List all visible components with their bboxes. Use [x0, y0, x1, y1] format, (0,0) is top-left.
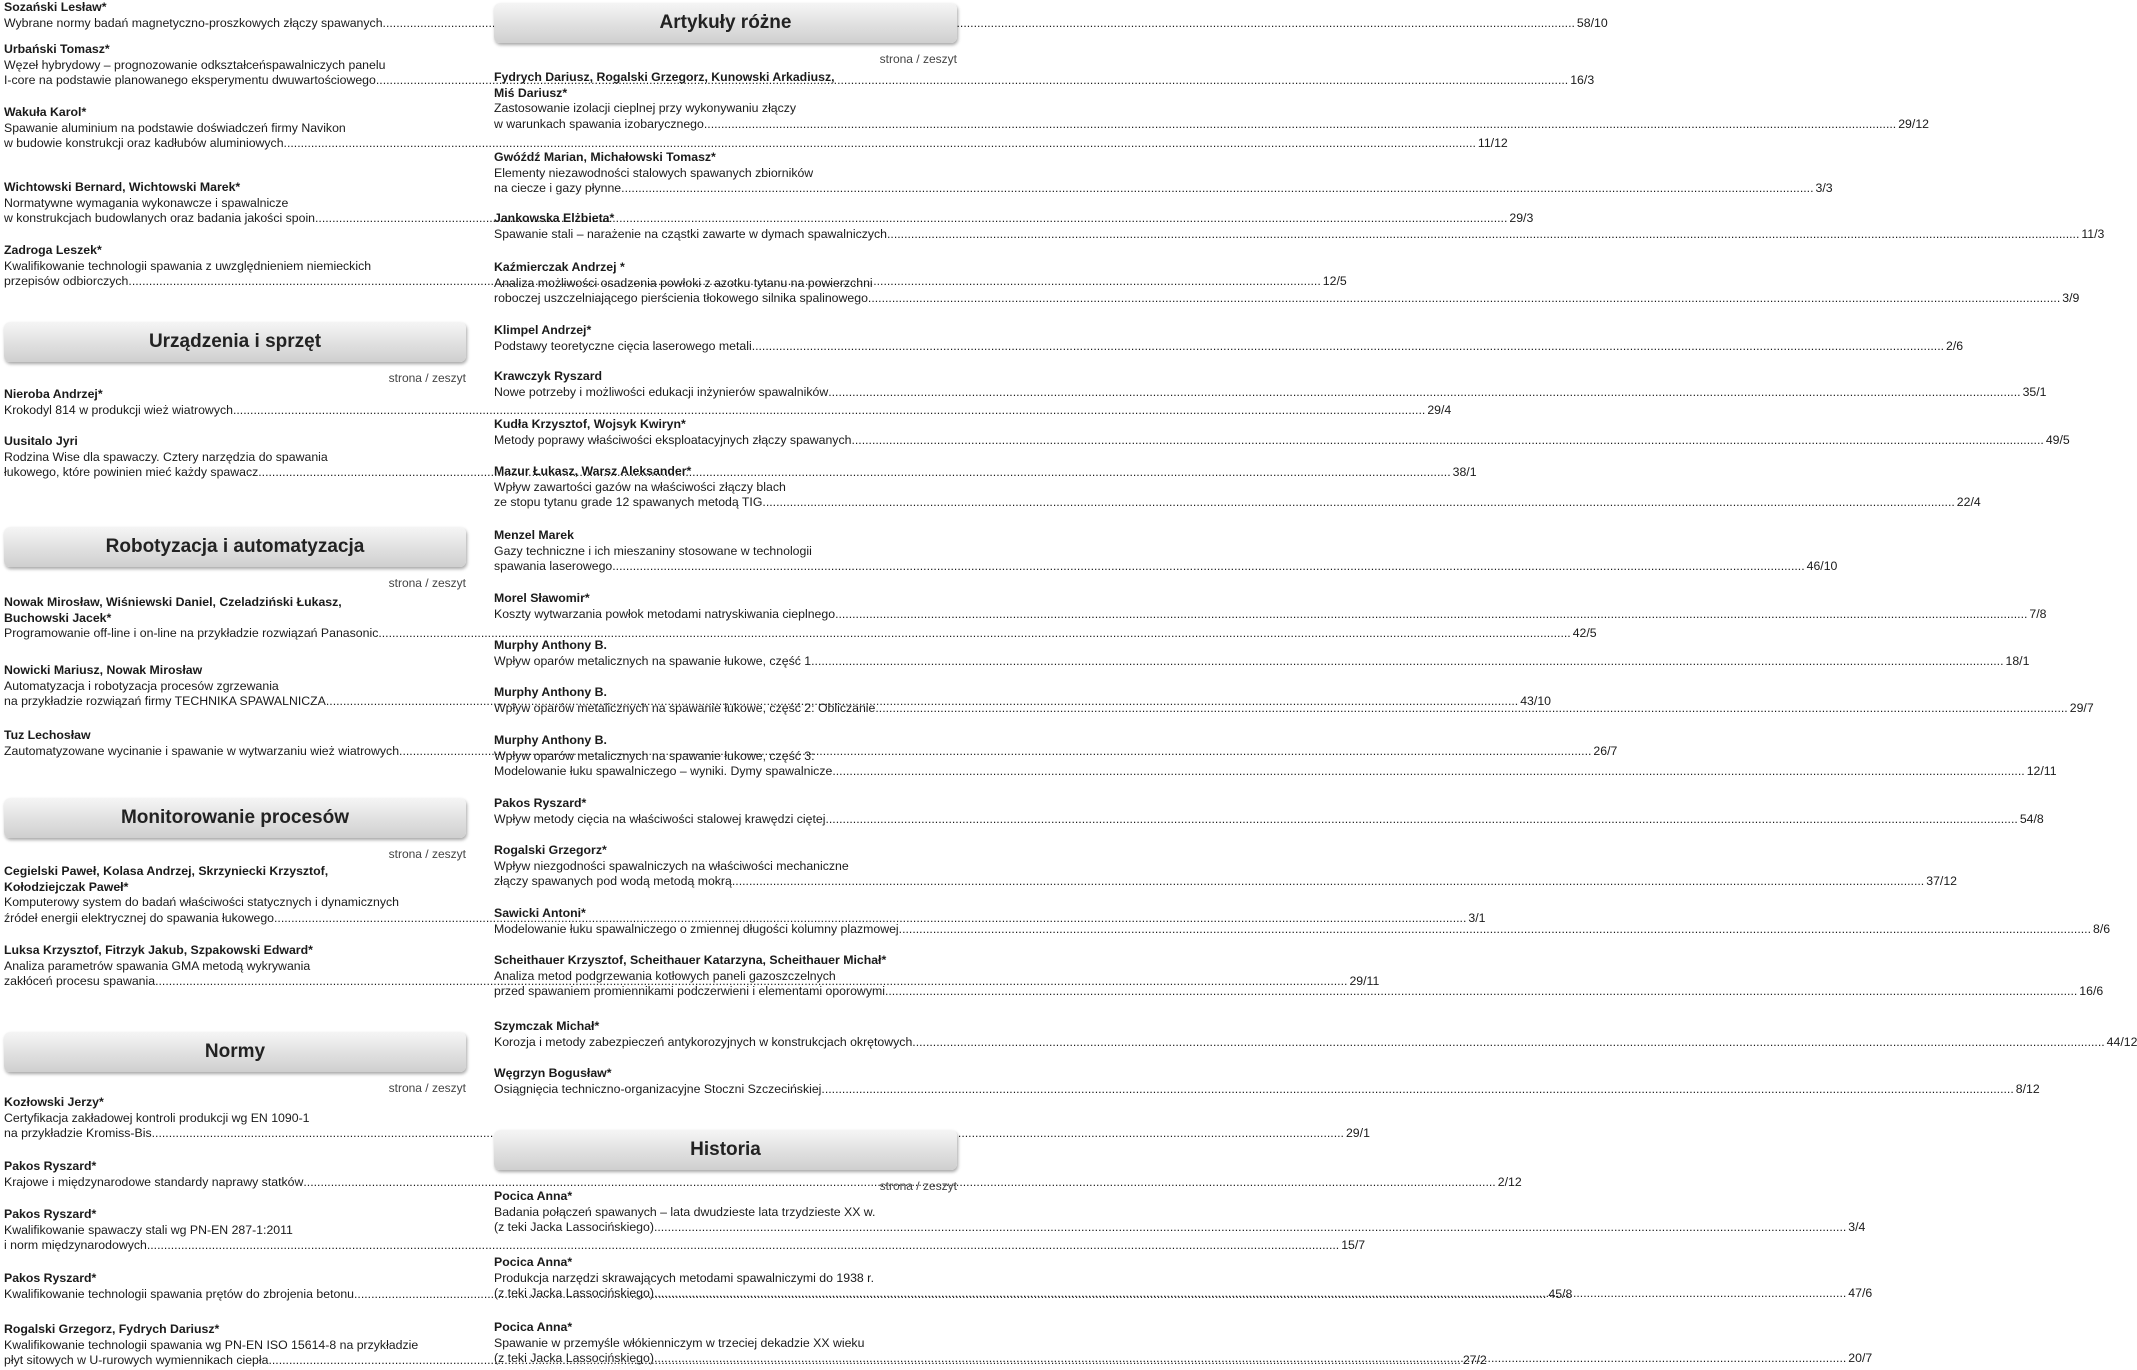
entry-title-line [4, 626, 1597, 642]
entry-title: Osiągnięcia techniczno-organizacyjne Stoczni Szczecińskiej [494, 1081, 822, 1096]
leader-dots [912, 1035, 2104, 1051]
entry-authors: Murphy Anthony B. [494, 733, 607, 747]
entry-title-line [4, 136, 1508, 152]
entry-title: Normatywne wymagania wykonawcze i spawalnicze [4, 195, 289, 210]
entry-authors: Miś Dariusz* [494, 85, 568, 100]
entry-title: Krajowe i międzynarodowe standardy naprawy statków [4, 1174, 304, 1189]
entry-authors: Pakos Ryszard* [4, 1271, 97, 1285]
entry-authors: Kozłowski Jerzy* [4, 1095, 104, 1109]
entry-authors: Buchowski Jacek* [4, 610, 112, 625]
entry-title: zakłóceń procesu spawania [4, 974, 156, 989]
entry-title-line [494, 984, 2104, 1000]
entry-title: (z teki Jacka Lassocińskiego) [494, 1351, 654, 1366]
leader-dots [233, 403, 1425, 419]
entry-authors: Pakos Ryszard* [494, 796, 587, 810]
entry-title: Badania połączeń spawanych – lata dwudzieste lata trzydzieste XX w. [494, 1204, 876, 1219]
toc-entry [494, 796, 2044, 827]
entry-title: Wpływ oparów metalicznych na spawanie łukowe, część 2: Obliczanie [494, 700, 876, 715]
entry-title: Programowanie off-line i on-line na przykładzie rozwiązań Panasonic [4, 626, 379, 641]
entry-title: Wpływ niezgodności spawalniczych na właściwości mechaniczne [494, 858, 849, 873]
leader-dots [621, 181, 1813, 197]
page-issue-label: strona / zeszyt [388, 847, 466, 861]
entry-title: Certyfikacja zakładowej kontroli produkcji wg EN 1090-1 [4, 1110, 310, 1125]
leader-dots [851, 433, 2043, 449]
page-issue-ref: 29/12 [1898, 116, 1929, 131]
entry-title: Analiza metod podgrzewania kotłowych paneli gazoszczelnych [494, 968, 836, 983]
entry-title: Analiza parametrów spawania GMA metodą wykrywania [4, 958, 311, 973]
entry-title: Wpływ oparów metalicznych na spawanie łukowe, część 1 [494, 653, 812, 668]
entry-title: Automatyzacja i robotyzacja procesów zgrzewania [4, 678, 279, 693]
toc-entry [494, 150, 1833, 197]
entry-title: płyt sitowych w U-rurowych wymiennikach ciepła [4, 1353, 269, 1368]
page-issue-ref: 3/4 [1848, 1220, 1866, 1235]
entry-authors: Zadroga Leszek* [4, 243, 102, 257]
entry-title-line [494, 921, 2111, 938]
entry-title: Wybrane normy badań magnetyczno-proszkowych złączy spawanych [4, 15, 383, 30]
section-heading: Robotyzacja i automatyzacja [4, 527, 466, 567]
entry-title: (z teki Jacka Lassocińskiego) [494, 1286, 654, 1301]
toc-entry [494, 323, 1964, 354]
entry-authors: Jankowska Elżbieta* [494, 211, 615, 225]
toc-entry [494, 843, 1958, 890]
entry-authors: Wakuła Karol* [4, 105, 87, 119]
entry-title: źródeł energii elektrycznej do spawania łukowego [4, 910, 275, 925]
entry-authors: Murphy Anthony B. [494, 638, 607, 652]
page-issue-label: strona / zeszyt [388, 576, 466, 590]
leader-dots [899, 922, 2091, 938]
entry-title: Spawanie aluminium na podstawie doświadczeń firmy Navikon [4, 120, 346, 135]
entry-authors: Murphy Anthony B. [494, 685, 607, 699]
entry-title-line [494, 384, 2047, 401]
page-issue-ref: 22/4 [1956, 495, 1981, 510]
entry-authors: Urbański Tomasz* [4, 42, 110, 56]
page-issue-ref: 29/4 [1427, 402, 1452, 417]
toc-entry [494, 1066, 2040, 1097]
entry-title: Kwalifikowanie technologii spawania z uwzględnieniem niemieckich [4, 258, 372, 273]
entry-authors: Wichtowski Bernard, Wichtowski Marek* [4, 180, 241, 194]
page-issue-ref: 42/5 [1572, 626, 1597, 641]
page-issue-ref: 3/9 [2062, 291, 2080, 306]
section-heading: Normy [4, 1032, 466, 1072]
page-issue-label: strona / zeszyt [388, 371, 466, 385]
leader-dots [835, 607, 2027, 623]
entry-title-line [494, 1081, 2040, 1098]
section-heading: Urządzenia i sprzęt [4, 322, 466, 362]
entry-title-line [494, 559, 1838, 575]
entry-title-line [494, 874, 1958, 890]
page-issue-ref: 15/7 [1341, 1238, 1366, 1253]
page-issue-ref: 16/6 [2079, 984, 2104, 999]
entry-title: w warunkach spawania izobarycznego [494, 116, 704, 131]
page-issue-ref: 18/1 [2005, 653, 2030, 668]
leader-dots [654, 1286, 1846, 1302]
entry-title: Produkcja narzędzi skrawających metodami spawalniczymi do 1938 r. [494, 1270, 875, 1285]
toc-entry [4, 1095, 1370, 1142]
entry-title: Węzeł hybrydowy – prognozowanie odkształceńspawalniczych panelu [4, 57, 386, 72]
entry-title: Nowe potrzeby i możliwości edukacji inżynierów spawalników [494, 384, 829, 399]
page-issue-ref: 2/6 [1946, 338, 1964, 353]
leader-dots [811, 654, 2003, 670]
entry-title-line [494, 1220, 1866, 1236]
entry-title-line [494, 811, 2044, 828]
page-issue-ref: 16/3 [1570, 73, 1595, 88]
entry-title: Krokodyl 814 w produkcji wież wiatrowych [4, 402, 233, 417]
entry-authors: Gwóźdź Marian, Michałowski Tomasz* [494, 150, 716, 164]
entry-title-line [494, 226, 2105, 243]
page-issue-ref: 29/3 [1509, 211, 1534, 226]
toc-entry [494, 638, 2030, 669]
leader-dots [147, 1238, 1339, 1254]
entry-title: Elementy niezawodności stalowych spawanych zbiorników [494, 165, 814, 180]
page-issue-ref: 3/3 [1815, 181, 1833, 196]
entry-title-line [494, 495, 1981, 511]
entry-title: spawania laserowego [494, 559, 613, 574]
entry-authors: Nowicki Mariusz, Nowak Mirosław [4, 663, 203, 677]
entry-title: przepisów odbiorczych [4, 274, 129, 289]
entry-title-line [494, 1034, 2137, 1051]
entry-title: Wpływ zawartości gazów na właściwości złączy blach [494, 479, 786, 494]
entry-title-line [494, 291, 2080, 307]
entry-title: na ciecze i gazy płynne [494, 181, 622, 196]
entry-title-line [494, 764, 2057, 780]
entry-authors: Kudła Krzysztof, Wojsyk Kwiryn* [494, 417, 686, 431]
leader-dots [828, 385, 2020, 401]
entry-title: Podstawy teoretyczne cięcia laserowego metali [494, 338, 752, 353]
entry-title: Komputerowy system do badań właściwości statycznych i dynamicznych [4, 895, 400, 910]
page-issue-ref: 35/1 [2022, 384, 2047, 399]
entry-title: Zautomatyzowane wycinanie i spawanie w wytwarzaniu wież wiatrowych [4, 743, 400, 758]
page-issue-ref: 43/10 [1520, 694, 1551, 709]
entry-title-line [494, 432, 2070, 449]
page-issue-ref: 8/6 [2093, 921, 2111, 936]
page-issue-ref: 38/1 [1452, 465, 1477, 480]
entry-authors: Pakos Ryszard* [4, 1207, 97, 1221]
entry-title: ze stopu tytanu grade 12 spawanych metodą TIG [494, 495, 763, 510]
entry-title-line [494, 653, 2030, 670]
leader-dots [868, 291, 2060, 307]
entry-authors: Pakos Ryszard* [4, 1159, 97, 1173]
toc-entry [494, 1189, 1866, 1236]
leader-dots [762, 495, 1954, 511]
entry-title: Zastosowanie izolacji cieplnej przy wykonywaniu złączy [494, 101, 797, 116]
page-issue-ref: 46/10 [1806, 559, 1838, 574]
leader-dots [654, 1220, 1846, 1236]
entry-authors: Sozański Lesław* [4, 0, 107, 14]
toc-entry [494, 417, 2070, 448]
leader-dots [875, 701, 2067, 717]
page-issue-ref: 3/1 [1468, 910, 1486, 925]
page-issue-ref: 8/12 [2015, 1081, 2040, 1096]
entry-authors: Morel Sławomir* [494, 591, 590, 605]
entry-authors: Pocica Anna* [494, 1255, 573, 1269]
page-issue-ref: 29/7 [2069, 700, 2094, 715]
entry-authors: Cegielski Paweł, Kolasa Andrzej, Skrzyniecki Krzysztof, [4, 864, 329, 878]
entry-title: Spawanie stali – narażenie na cząstki zawarte w dymach spawalniczych [494, 226, 888, 241]
page-issue-ref: 2/12 [1497, 1174, 1522, 1189]
entry-authors: Krawczyk Ryszard [494, 369, 602, 383]
entry-title-line [4, 402, 1452, 419]
entry-authors: Kaźmierczak Andrzej * [494, 260, 625, 274]
entry-title: przed spawaniem promiennikami podczerwieni i elementami oporowymi [494, 984, 885, 999]
page-issue-ref: 44/12 [2106, 1034, 2137, 1049]
entry-authors: Pocica Anna* [494, 1320, 573, 1334]
leader-dots [612, 559, 1804, 575]
page-issue-ref: 58/10 [1576, 15, 1608, 30]
entry-authors: Mazur Łukasz, Warsz Aleksander* [494, 464, 692, 478]
entry-authors: Rogalski Grzegorz* [494, 843, 607, 857]
page-issue-ref: 29/11 [1349, 974, 1380, 989]
entry-title: Korozja i metody zabezpieczeń antykorozyjnych w konstrukcjach okrętowych [494, 1034, 913, 1049]
page-issue-ref: 11/12 [1477, 136, 1508, 151]
entry-authors: Sawicki Antoni* [494, 906, 586, 920]
page-issue-ref: 49/5 [2045, 432, 2070, 447]
leader-dots [885, 984, 2077, 1000]
entry-authors: Nieroba Andrzej* [4, 387, 103, 401]
page-issue-ref: 26/7 [1593, 743, 1618, 758]
section-heading: Monitorowanie procesów [4, 798, 466, 838]
entry-title: I-core na podstawie planowanego eksperymentu dwuwartościowego [4, 73, 376, 88]
entry-authors: Luksa Krzysztof, Fitrzyk Jakub, Szpakowski Edward* [4, 943, 313, 957]
entry-title: łukowego, które powinien mieć każdy spawacz [4, 465, 259, 480]
entry-title: Kwalifikowanie technologii spawania prętów do zbrojenia betonu [4, 1286, 354, 1301]
entry-authors: Klimpel Andrzej* [494, 323, 592, 337]
entry-title: w budowie konstrukcji oraz kadłubów aluminiowych [4, 136, 284, 151]
page-issue-ref: 11/3 [2081, 226, 2105, 241]
entry-title: w konstrukcjach budowlanych oraz badania jakości spoin [4, 211, 316, 226]
leader-dots [704, 117, 1896, 133]
leader-dots [654, 1351, 1846, 1367]
toc-entry [494, 528, 1838, 575]
leader-dots [732, 874, 1924, 890]
entry-authors: Tuz Lechosław [4, 728, 91, 742]
entry-title: Metody poprawy właściwości eksploatacyjnych złączy spawanych [494, 432, 852, 447]
page-issue-label: strona / zeszyt [879, 1179, 957, 1193]
toc-entry [494, 1019, 2137, 1050]
entry-authors: Szymczak Michał* [494, 1019, 600, 1033]
entry-title: Kwalifikowanie spawaczy stali wg PN-EN 287-1:2011 [4, 1222, 293, 1237]
entry-title: na przykładzie Kromiss-Bis [4, 1126, 152, 1141]
entry-title: Koszty wytwarzania powłok metodami natryskiwania cieplnego [494, 606, 836, 621]
leader-dots [821, 1082, 2013, 1098]
entry-title: złączy spawanych pod wodą metodą mokrą [494, 874, 732, 889]
page-issue-label: strona / zeszyt [879, 52, 957, 66]
entry-authors: Uusitalo Jyri [4, 434, 78, 448]
leader-dots [887, 227, 2079, 243]
entry-title: Rodzina Wise dla spawaczy. Cztery narzędzia do spawania [4, 449, 328, 464]
page-issue-ref: 29/1 [1345, 1126, 1370, 1141]
entry-title: Spawanie w przemyśle włókienniczym w trzeciej dekadzie XX wieku [494, 1335, 865, 1350]
entry-title: Gazy techniczne i ich mieszaniny stosowane w technologii [494, 543, 812, 558]
entry-title: Kwalifikowanie technologii spawania wg PN-EN ISO 15614-8 na przykładzie [4, 1337, 419, 1352]
page-issue-ref: 20/7 [1848, 1351, 1873, 1366]
entry-title: Analiza możliwości osadzenia powłoki z azotku tytanu na powierzchni [494, 275, 873, 290]
entry-title: Wpływ metody cięcia na właściwości stalowej krawędzi ciętej [494, 811, 826, 826]
page-issue-ref: 54/8 [2019, 811, 2044, 826]
entry-authors: Kołodziejczak Paweł* [4, 879, 129, 894]
page-issue-ref: 27/2 [1462, 1353, 1487, 1368]
toc-entry [494, 369, 2047, 400]
entry-title-line [494, 606, 2047, 623]
page-issue-ref: 45/8 [1548, 1286, 1573, 1301]
page-issue-ref: 12/11 [2026, 764, 2057, 779]
entry-title-line [494, 116, 1929, 133]
page-issue-label: strona / zeszyt [388, 1081, 466, 1095]
leader-dots [825, 812, 2017, 828]
leader-dots [832, 764, 2024, 780]
entry-title: Modelowanie łuku spawalniczego o zmiennej długości kolumny plazmowej [494, 921, 899, 936]
entry-authors: Menzel Marek [494, 528, 574, 542]
section-heading: Artykuły różne [494, 3, 957, 43]
page-issue-ref: 12/5 [1322, 274, 1347, 289]
entry-title-line [494, 338, 1964, 355]
entry-authors: Węgrzyn Bogusław* [494, 1066, 612, 1080]
page-issue-ref: 37/12 [1926, 874, 1958, 889]
entry-title: (z teki Jacka Lassocińskiego) [494, 1220, 654, 1235]
entry-title: na przykładzie rozwiązań firmy TECHNIKA SPAWALNICZA [4, 694, 326, 709]
entry-authors: Scheithauer Krzysztof, Scheithauer Katarzyna, Scheithauer Michał* [494, 953, 887, 967]
entry-title-line [4, 1126, 1370, 1142]
entry-title: Wpływ oparów metalicznych na spawanie łukowe, część 3: [494, 748, 815, 763]
entry-title-line [494, 181, 1833, 197]
toc-entry [494, 591, 2047, 622]
page-issue-ref: 47/6 [1848, 1286, 1873, 1301]
entry-title: roboczej uszczelniającego pierścienia tłokowego silnika spalinowego [494, 291, 868, 306]
entry-authors: Pocica Anna* [494, 1189, 573, 1203]
leader-dots [752, 339, 1944, 355]
entry-title-line [4, 1238, 1366, 1254]
page-issue-ref: 7/8 [2029, 606, 2047, 621]
entry-authors: Nowak Mirosław, Wiśniewski Daniel, Czeladziński Łukasz, [4, 595, 342, 609]
entry-title: i norm międzynarodowych [4, 1238, 147, 1253]
entry-authors: Fydrych Dariusz, Rogalski Grzegorz, Kunowski Arkadiusz, [494, 70, 835, 84]
entry-authors: Rogalski Grzegorz, Fydrych Dariusz* [4, 1322, 220, 1336]
section-heading: Historia [494, 1130, 957, 1170]
entry-title: Modelowanie łuku spawalniczego – wyniki. Dymy spawalnicze [494, 764, 833, 779]
